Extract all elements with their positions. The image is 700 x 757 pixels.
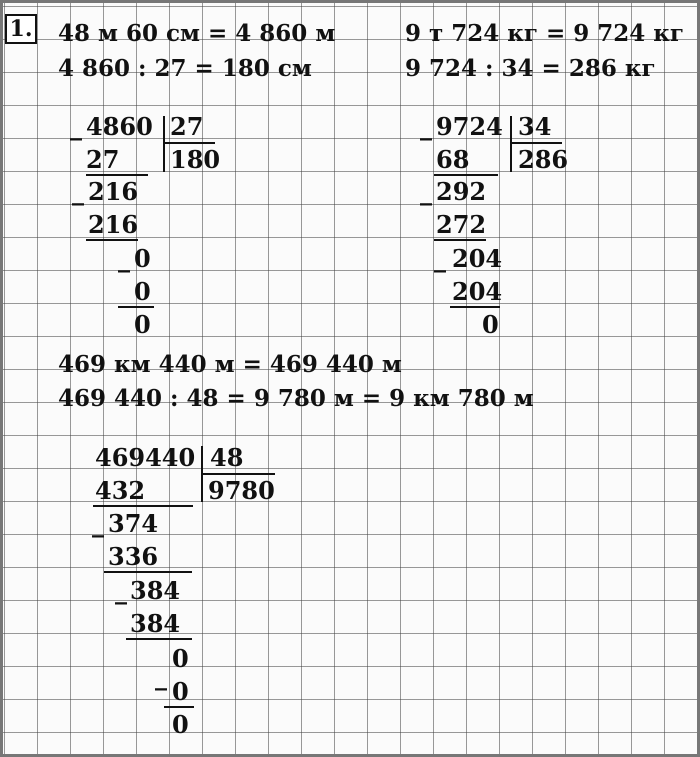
step-underline xyxy=(434,239,486,241)
step-remainder: 384 xyxy=(130,576,181,605)
step-subtrahend: 432 xyxy=(95,476,146,505)
division-bracket-horizontal xyxy=(163,142,215,144)
division-bracket-horizontal xyxy=(201,473,275,475)
minus-sign: _ xyxy=(70,112,82,141)
dividend: 9724 xyxy=(436,112,503,141)
equation-distance-division: 469 440 : 48 = 9 780 м = 9 км 780 м xyxy=(58,385,534,412)
equation-distance-conversion: 469 км 440 м = 469 440 м xyxy=(58,351,402,378)
minus-sign: _ xyxy=(420,112,432,141)
task-number-box: 1. xyxy=(5,14,37,44)
quotient: 286 xyxy=(518,145,569,174)
minus-sign: _ xyxy=(434,244,446,273)
divisor: 27 xyxy=(170,112,204,141)
step-subtrahend: 68 xyxy=(436,145,470,174)
step-remainder: 292 xyxy=(436,177,487,206)
step-underline xyxy=(104,571,192,573)
step-remainder: 0 xyxy=(134,244,151,273)
division-bracket-vertical xyxy=(510,116,512,172)
minus-sign: _ xyxy=(420,177,432,206)
step-underline xyxy=(86,239,138,241)
step-subtrahend: 336 xyxy=(108,542,159,571)
division-bracket-horizontal xyxy=(510,142,562,144)
minus-sign: _ xyxy=(92,509,104,538)
step-remainder: 374 xyxy=(108,509,159,538)
step-underline xyxy=(86,174,148,176)
step-remainder: 216 xyxy=(88,177,139,206)
minus-sign: _ xyxy=(115,576,127,605)
step-underline xyxy=(450,306,500,308)
step-subtrahend: 272 xyxy=(436,210,487,239)
step-underline xyxy=(434,174,498,176)
step-subtrahend: 204 xyxy=(452,277,503,306)
quotient: 180 xyxy=(170,145,221,174)
step-underline xyxy=(164,706,194,708)
equation-length-conversion: 48 м 60 см = 4 860 м xyxy=(58,20,336,47)
step-subtrahend: 0 xyxy=(134,277,151,306)
step-subtrahend: 216 xyxy=(88,210,139,239)
divisor: 34 xyxy=(518,112,552,141)
step-subtrahend: 0 xyxy=(172,677,189,706)
minus-sign: _ xyxy=(155,662,167,691)
minus-sign: _ xyxy=(118,244,130,273)
equation-mass-conversion: 9 т 724 кг = 9 724 кг xyxy=(405,20,685,47)
step-underline xyxy=(118,306,154,308)
final-remainder: 0 xyxy=(134,310,151,339)
equation-length-division: 4 860 : 27 = 180 см xyxy=(58,55,312,82)
divisor: 48 xyxy=(210,443,244,472)
dividend: 469440 xyxy=(95,443,196,472)
step-remainder: 0 xyxy=(172,644,189,673)
dividend: 4860 xyxy=(86,112,153,141)
step-underline xyxy=(126,638,192,640)
equation-mass-division: 9 724 : 34 = 286 кг xyxy=(405,55,656,82)
step-remainder: 204 xyxy=(452,244,503,273)
final-remainder: 0 xyxy=(172,710,189,739)
quotient: 9780 xyxy=(208,476,275,505)
final-remainder: 0 xyxy=(482,310,499,339)
step-subtrahend: 384 xyxy=(130,609,181,638)
minus-sign: _ xyxy=(72,177,84,206)
step-underline xyxy=(93,505,193,507)
step-subtrahend: 27 xyxy=(86,145,120,174)
division-bracket-vertical xyxy=(163,116,165,172)
